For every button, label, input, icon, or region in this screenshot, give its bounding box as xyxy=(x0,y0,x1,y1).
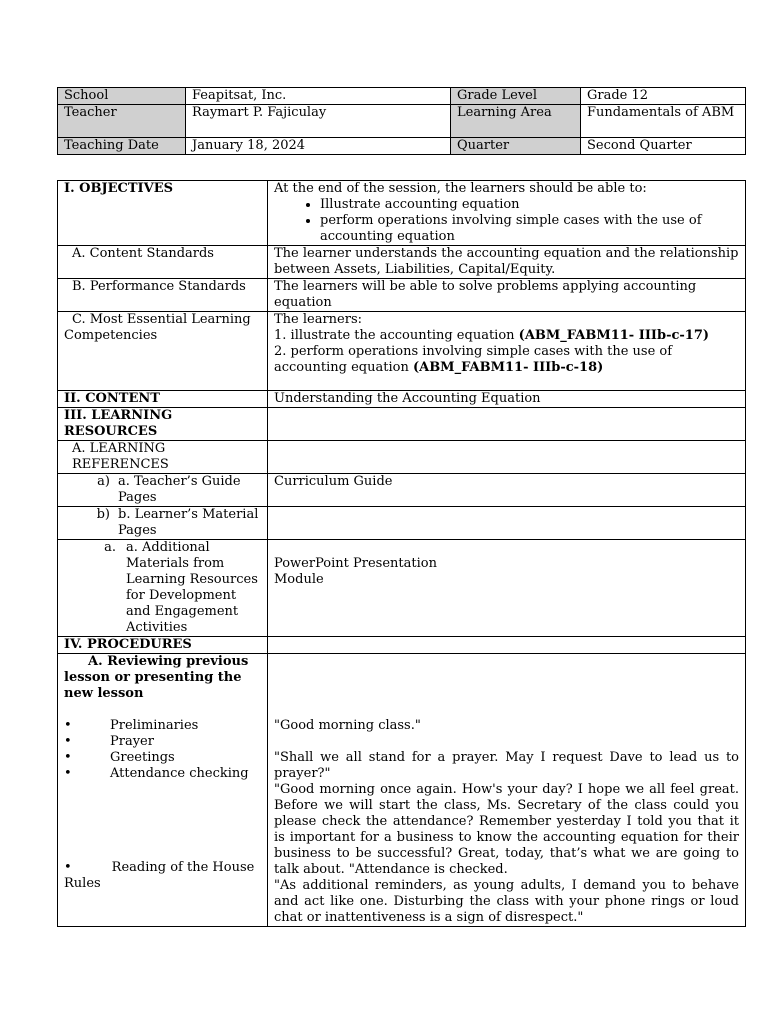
additional-materials-label-cell xyxy=(58,540,268,637)
header-row-date xyxy=(58,138,746,155)
procedures-row xyxy=(58,637,746,654)
reviewing-content xyxy=(268,654,746,927)
resources-value xyxy=(268,408,746,441)
teacher-value: Raymart P. Fajiculay xyxy=(186,105,451,138)
list-marker: b) xyxy=(96,507,110,522)
references-value xyxy=(268,441,746,474)
objectives-list xyxy=(274,197,739,245)
content-label: II. CONTENT xyxy=(58,391,268,408)
competencies-label-cell xyxy=(58,312,268,391)
competency-item-1 xyxy=(274,328,739,344)
objectives-intro: At the end of the session, the learners should be able to: xyxy=(274,181,647,196)
objectives-content xyxy=(268,181,746,246)
bullet: • xyxy=(64,734,72,749)
resources-row xyxy=(58,408,746,441)
list-item: • perform operations involving simple cases with the use of accounting equation xyxy=(320,213,739,245)
learners-material-value xyxy=(268,507,746,540)
content-standards-text: The learner understands the accounting equation and the relationship between Assets, Liabilities, Capital/Equity. xyxy=(268,246,746,279)
learners-material-label: b. Learner’s Material Pages xyxy=(118,507,259,538)
additional-materials-label: a. Additional Materials from Learning Resources for Development and Engagement Activities xyxy=(126,540,258,635)
additional-materials-value xyxy=(268,540,746,637)
prelim-item: Attendance checking xyxy=(110,766,249,781)
date-value: January 18, 2024 xyxy=(186,138,451,155)
competencies-content xyxy=(268,312,746,391)
house-rules-item: Reading of the House Rules xyxy=(64,860,255,891)
content-standards-row xyxy=(58,246,746,279)
quote-house-rules: "As additional reminders, as young adults, I demand you to behave and act like one. Disturbing the class with your phone rings or loud chat or inattentiveness is a sign of disrespect." xyxy=(274,878,739,925)
additional-material-item: Module xyxy=(274,572,324,587)
list-marker: a) xyxy=(97,474,110,489)
school-label: School xyxy=(58,88,186,105)
additional-materials-row xyxy=(58,540,746,637)
reviewing-label-cell xyxy=(58,654,268,927)
performance-standards-label: B. Performance Standards xyxy=(58,279,268,312)
objectives-label: I. OBJECTIVES xyxy=(58,181,268,246)
competency-text: 2. perform operations involving simple cases with the use of accounting equation xyxy=(274,344,673,375)
prelim-item: Preliminaries xyxy=(110,718,199,733)
bullet: • xyxy=(64,860,72,875)
content-text: Understanding the Accounting Equation xyxy=(268,391,746,408)
list-item xyxy=(64,718,261,734)
learners-material-label-cell xyxy=(58,507,268,540)
date-label: Teaching Date xyxy=(58,138,186,155)
performance-standards-row xyxy=(58,279,746,312)
competencies-intro: The learners: xyxy=(274,312,363,327)
school-value: Feapitsat, Inc. xyxy=(186,88,451,105)
area-label: Learning Area xyxy=(451,105,581,138)
grade-label: Grade Level xyxy=(451,88,581,105)
list-marker: a. xyxy=(104,540,116,555)
competency-code: (ABM_FABM11- IIIb-c-17) xyxy=(518,328,710,343)
bullet: • xyxy=(64,766,72,781)
procedures-value xyxy=(268,637,746,654)
prelim-item: Prayer xyxy=(110,734,154,749)
list-item xyxy=(64,734,261,750)
teachers-guide-label: a. Teacher’s Guide Pages xyxy=(118,474,241,505)
teachers-guide-value: Curriculum Guide xyxy=(268,474,746,507)
bullet: • xyxy=(64,750,72,765)
references-label: A. LEARNING REFERENCES xyxy=(58,441,268,474)
competencies-row xyxy=(58,312,746,391)
list-item xyxy=(64,860,261,892)
quarter-value: Second Quarter xyxy=(581,138,746,155)
competency-code: (ABM_FABM11- IIIb-c-18) xyxy=(412,360,604,375)
teachers-guide-label-cell xyxy=(58,474,268,507)
quote-attendance: "Good morning once again. How's your day? I hope we all feel great. Before we will start the class, Ms. Secretary of the class could you please check the attendance? Remember yesterday I told you that it is important for a business to know the accounting equation for their business to be successful? Great, today, that’s what we are going to talk about. "Attendance is checked. xyxy=(274,782,739,877)
teachers-guide-row xyxy=(58,474,746,507)
quote-prayer: "Shall we all stand for a prayer. May I request Dave to lead us to prayer?" xyxy=(274,750,739,781)
competency-text: 1. illustrate the accounting equation xyxy=(274,328,519,343)
performance-standards-text: The learners will be able to solve problems applying accounting equation xyxy=(268,279,746,312)
header-row-school xyxy=(58,88,746,105)
procedures-label: IV. PROCEDURES xyxy=(58,637,268,654)
content-standards-label: A. Content Standards xyxy=(58,246,268,279)
grade-value: Grade 12 xyxy=(581,88,746,105)
additional-material-item: PowerPoint Presentation xyxy=(274,556,437,571)
quarter-label: Quarter xyxy=(451,138,581,155)
references-row xyxy=(58,441,746,474)
list-item: • Illustrate accounting equation xyxy=(320,197,739,213)
reviewing-label: A. Reviewing previous lesson or presenting the new lesson xyxy=(64,654,249,701)
competency-item-2 xyxy=(274,344,739,376)
header-row-teacher xyxy=(58,105,746,138)
lesson-plan-table xyxy=(57,180,746,927)
area-value: Fundamentals of ABM xyxy=(581,105,746,138)
header-table xyxy=(57,87,746,155)
prelim-item: Greetings xyxy=(110,750,175,765)
reviewing-row xyxy=(58,654,746,927)
bullet: • xyxy=(64,718,72,733)
learners-material-row xyxy=(58,507,746,540)
objectives-row xyxy=(58,181,746,246)
quote-good-morning: "Good morning class." xyxy=(274,718,421,733)
teacher-label: Teacher xyxy=(58,105,186,138)
list-item xyxy=(64,750,261,766)
resources-label: III. LEARNING RESOURCES xyxy=(58,408,268,441)
list-item xyxy=(64,766,261,782)
content-row xyxy=(58,391,746,408)
competencies-label: C. Most Essential Learning Competencies xyxy=(64,312,251,343)
